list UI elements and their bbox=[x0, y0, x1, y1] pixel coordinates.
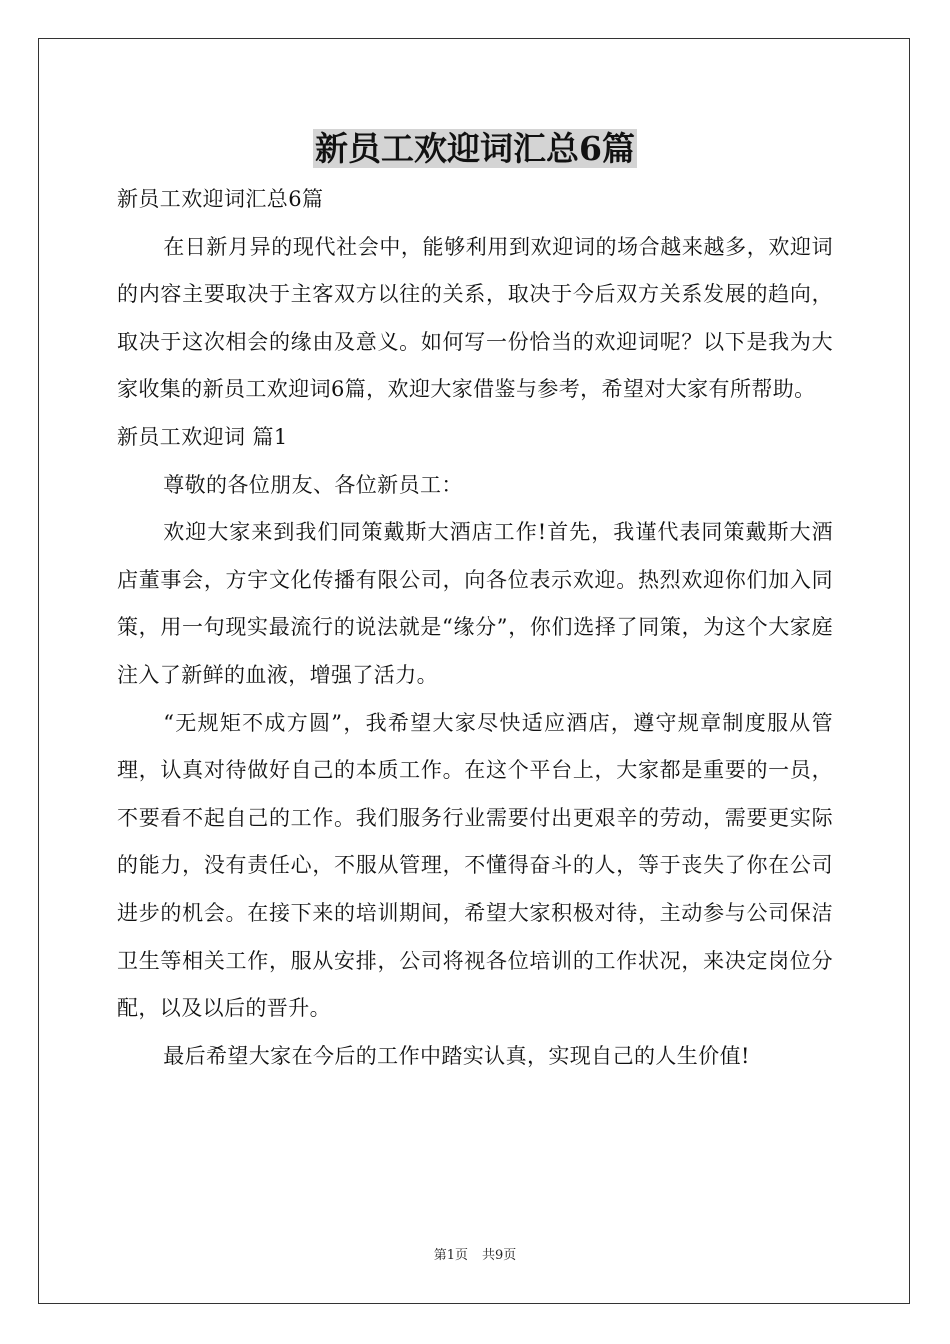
paragraph-body-1: 欢迎大家来到我们同策戴斯大酒店工作!首先，我谨代表同策戴斯大酒店董事会，方宇文化传播有限公司，向各位表示欢迎。热烈欢迎你们加入同策，用一句现实最流行的说法就是“缘分”，你们选择了同策，为这个大家庭注入了新鲜的血液，增强了活力。 bbox=[117, 520, 833, 687]
paragraph-intro: 在日新月异的现代社会中，能够利用到欢迎词的场合越来越多，欢迎词的内容主要取决于主客双方以往的关系，取决于今后双方关系发展的趋向，取决于这次相会的缘由及意义。如何写一份恰当的欢迎词呢？以下是我为大家收集的新员工欢迎词6篇，欢迎大家借鉴与参考，希望对大家有所帮助。 bbox=[117, 234, 833, 402]
page-footer bbox=[0, 1247, 950, 1265]
paragraph-subtitle: 新员工欢迎词汇总6篇 bbox=[117, 187, 324, 211]
paragraph-salutation: 尊敬的各位朋友、各位新员工： bbox=[163, 472, 463, 497]
document-title-text: 新员工欢迎词汇总6篇 bbox=[315, 129, 635, 168]
page-number: 第1页 bbox=[433, 1248, 468, 1263]
paragraph-closing: 最后希望大家在今后的工作中踏实认真，实现自己的人生价值! bbox=[163, 1043, 750, 1068]
paragraph-body-2: “无规矩不成方圆”，我希望大家尽快适应酒店，遵守规章制度服从管理，认真对待做好自己的本质工作。在这个平台上，大家都是重要的一员，不要看不起自己的工作。我们服务行业需要付出更艰辛的劳动，需要更实际的能力，没有责任心，不服从管理，不懂得奋斗的人，等于丧失了你在公司进步的机会。在接下来的培训期间，希望大家积极对待，主动参与公司保洁卫生等相关工作，服从安排，公司将视各位培训的工作状况，来决定岗位分配，以及以后的晋升。 bbox=[117, 710, 833, 1021]
document-title bbox=[0, 126, 950, 172]
paragraph-section-heading: 新员工欢迎词 篇1 bbox=[117, 424, 288, 449]
page-total: 共9页 bbox=[482, 1248, 517, 1263]
document-body bbox=[117, 176, 833, 1080]
